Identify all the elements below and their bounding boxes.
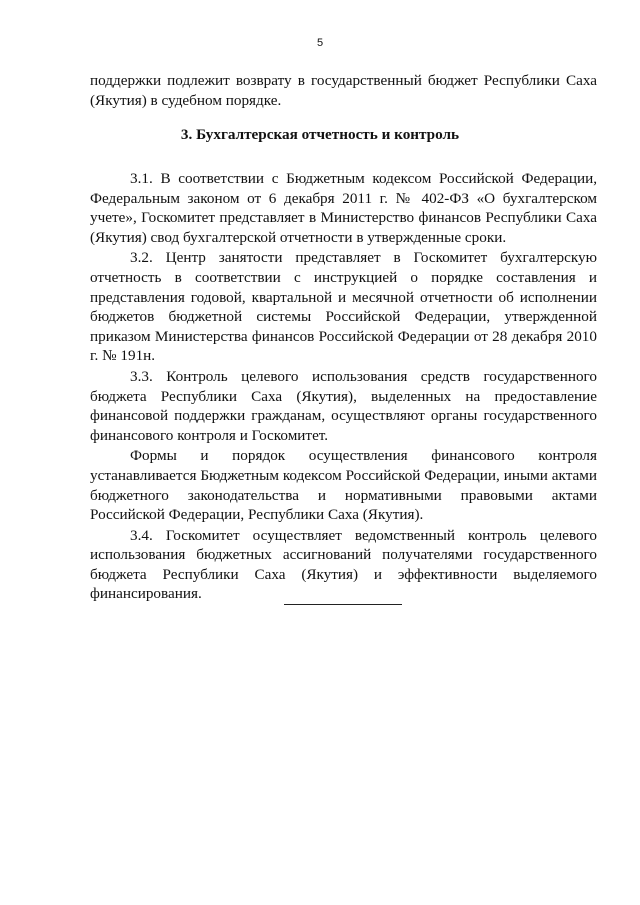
continuation-paragraph xyxy=(90,71,597,110)
paragraph-control-forms: Формы и порядок осуществления финансового контроля устанавливается Бюджетным кодексом Российской Федерации, иными актами бюджетного законодательства и нормативными правовыми актами Российской Федерации, Республики Саха (Якутия). xyxy=(90,447,597,524)
section-heading: 3. Бухгалтерская отчетность и контроль xyxy=(180,126,460,143)
continuation-text: поддержки подлежит возврату в государственный бюджет Республики Саха (Якутия) в судебном порядке. xyxy=(90,72,597,109)
end-rule xyxy=(284,604,402,605)
paragraph-3-2: 3.2. Центр занятости представляет в Госкомитет бухгалтерскую отчетность в соответствии с инструкцией о порядке составления и представления годовой, квартальной и месячной отчетности об исполнении бюджетов бюджетной системы Российской Федерации, утвержденной приказом Министерства финансов Российской Федерации от 28 декабря 2010 г. № 191н. xyxy=(90,249,597,365)
paragraph-3-3: 3.3. Контроль целевого использования средств государственного бюджета Республики Саха (Якутия), выделенных на предоставление финансовой поддержки гражданам, осуществляют органы государственного финансового контроля и Госкомитет. xyxy=(90,367,597,444)
page-number: 5 xyxy=(316,37,324,49)
section-body xyxy=(90,169,597,605)
paragraph-3-1: 3.1. В соответствии с Бюджетным кодексом Российской Федерации, Федеральным законом от 6 декабря 2011 г. № 402-ФЗ «О бухгалтерском учете», Госкомитет представляет в Министерство финансов Республики Саха (Якутия) свод бухгалтерской отчетности в утвержденные сроки. xyxy=(90,170,597,246)
paragraph-3-4: 3.4. Госкомитет осуществляет ведомственный контроль целевого использования бюджетных ассигнований получателями государственного бюджета Республики Саха (Якутия) и эффективности выделяемого финансирования. xyxy=(90,526,597,603)
